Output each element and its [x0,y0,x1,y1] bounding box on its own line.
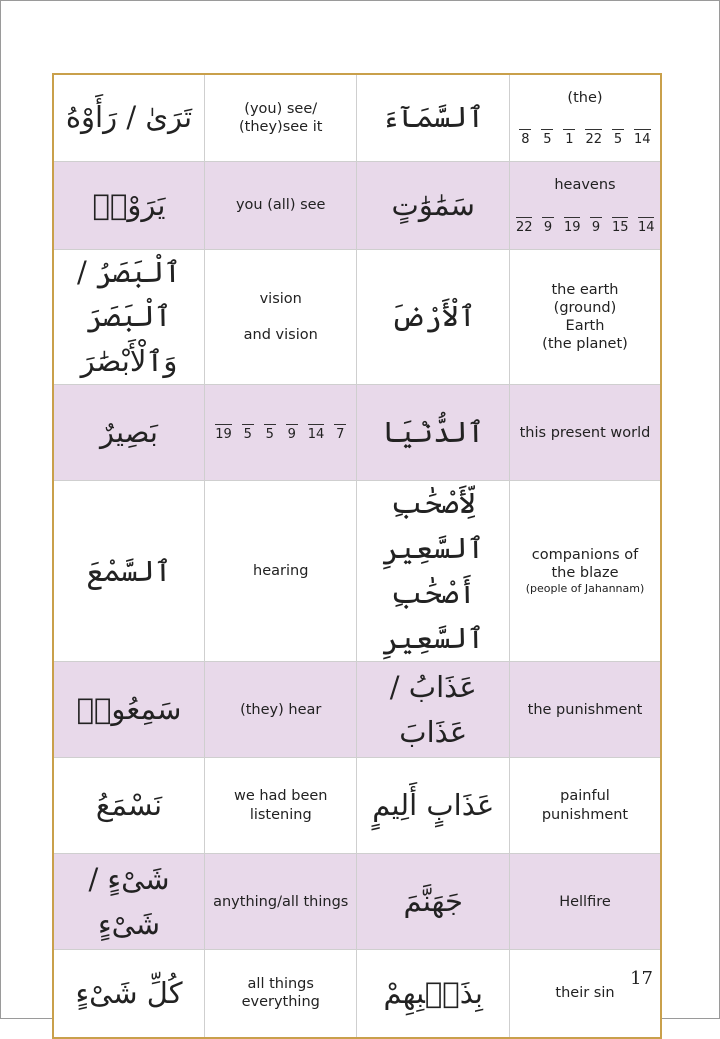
text-line: (you) see/ [244,100,318,117]
text-line: the blaze [551,565,619,582]
english-meaning-cell [509,950,661,1038]
text-line: سَمِعُوا۟ [76,692,182,727]
english-meaning-cell [509,249,661,385]
english-meaning-cell [204,854,357,950]
text-line: companions of [531,547,639,564]
text-line: ٱلْأَرْضَ [390,299,476,334]
letter-code-number: 9 [286,424,298,441]
letter-code-number: 7 [334,424,346,441]
arabic-word-cell [357,74,510,161]
text-line: all things [247,976,314,993]
text-line: سَمَٰوَٰتٍ [391,187,475,222]
text-line: Hellfire [559,893,611,910]
vocab-row [53,854,661,950]
letter-code-number: 8 [519,129,531,146]
text-line: بَصِيرٌ [100,415,158,450]
text-line: (the planet) [542,336,628,353]
page-number: 17 [630,968,653,989]
vocabulary-table [52,73,662,1039]
arabic-word-cell [53,249,204,385]
arabic-word-cell [53,161,204,249]
text-line: and vision [243,326,318,343]
letter-code-number: 9 [590,217,602,234]
letter-code-blanks [516,217,654,234]
english-meaning-cell [204,950,357,1038]
arabic-word-cell [53,950,204,1038]
text-line: ٱلْبَصَرُ / ٱلْبَصَرَ [77,254,181,334]
text-line: you (all) see [235,196,326,213]
text-line: عَذَابُ / عَذَابَ [389,669,477,749]
arabic-word-cell [357,161,510,249]
text-line: أَصْحَٰبِ ٱلسَّعِيرِ [382,576,485,656]
text-line: لِّأَصْحَٰبِ ٱلسَّعِيرِ [382,486,485,566]
letter-code-blanks [516,129,654,146]
arabic-word-cell [53,74,204,161]
arabic-word-cell [53,662,204,758]
letter-code-number: 5 [242,424,254,441]
text-line: بِذَنۢبِهِمْ [383,975,483,1010]
text-line: ٱلسَّمَآءَ [382,100,485,135]
arabic-word-cell [357,950,510,1038]
english-meaning-cell [204,758,357,854]
vocab-row [53,385,661,481]
text-line: كُلِّ شَىْءٍ [75,975,183,1010]
letter-code-number: 14 [638,217,654,234]
vocab-row [53,161,661,249]
text-line: يَرَوْا۟ [92,187,166,222]
letter-code-number: 14 [634,129,651,146]
text-line: anything/all things [213,893,349,910]
text-line: we had been [233,788,328,805]
text-line: جَهَنَّمَ [403,884,463,919]
arabic-word-cell [53,385,204,481]
english-meaning-cell [509,758,661,854]
text-line: the punishment [527,701,643,718]
letter-code-number: 22 [585,129,602,146]
arabic-word-cell [357,385,510,481]
letter-code-number: 15 [612,217,628,234]
text-line: تَرَىٰ / رَأَوْهُ [65,100,193,135]
english-meaning-cell [509,74,661,161]
arabic-word-cell [53,854,204,950]
english-meaning-cell [204,74,357,161]
text-line: (ground) [553,299,617,316]
vocab-row [53,662,661,758]
text-line: vision [259,290,302,307]
vocab-row [53,481,661,662]
vocab-row [53,249,661,385]
letter-code-number: 22 [516,217,532,234]
english-meaning-cell [204,385,357,481]
letter-code-number: 1 [563,129,575,146]
text-line: painful punishment [541,788,629,823]
english-meaning-cell [204,161,357,249]
text-line: عَذَابٍ أَلِيمٍ [372,788,495,823]
english-meaning-cell [509,662,661,758]
vocab-row [53,950,661,1038]
english-meaning-cell [509,481,661,662]
letter-code-number: 5 [264,424,276,441]
letter-code-number: 9 [542,217,554,234]
arabic-word-cell [53,481,204,662]
english-note: (people of Jahannam) [525,582,645,596]
text-line: (the) [567,90,603,107]
text-line: ٱلسَّمْعَ [86,553,172,588]
text-line: their sin [555,985,615,1002]
text-line: نَسْمَعُ [95,788,163,823]
letter-code-number: 19 [215,424,232,441]
text-line: listening [249,806,312,823]
arabic-word-cell [53,758,204,854]
text-line: hearing [253,563,309,580]
text-line: شَىْءٍ / شَىْءٍ [88,861,170,941]
english-meaning-cell [509,161,661,249]
english-meaning-cell [204,662,357,758]
letter-code-blanks [211,424,351,441]
english-meaning-cell [204,249,357,385]
vocab-row [53,74,661,161]
arabic-word-cell [357,481,510,662]
english-meaning-cell [204,481,357,662]
arabic-word-cell [357,758,510,854]
letter-code-number: 19 [564,217,580,234]
arabic-word-cell [357,662,510,758]
english-meaning-cell [509,854,661,950]
arabic-word-cell [357,854,510,950]
text-line: everything [241,994,320,1011]
text-line: (they)see it [239,118,323,135]
arabic-word-cell [357,249,510,385]
text-line: this present world [519,424,651,441]
text-line: وَٱلْأَبْصَٰرَ [80,344,178,379]
vocab-row [53,758,661,854]
text-line: ٱلدُّنْيَا [382,415,485,450]
letter-code-number: 5 [541,129,553,146]
text-line: Earth [565,317,605,334]
text-line: heavens [554,177,616,194]
letter-code-number: 5 [612,129,624,146]
vocabulary-table-body [53,74,661,1038]
letter-code-number: 14 [308,424,325,441]
text-line: the earth [551,281,619,298]
english-meaning-cell [509,385,661,481]
text-line: (they) hear [240,701,322,718]
